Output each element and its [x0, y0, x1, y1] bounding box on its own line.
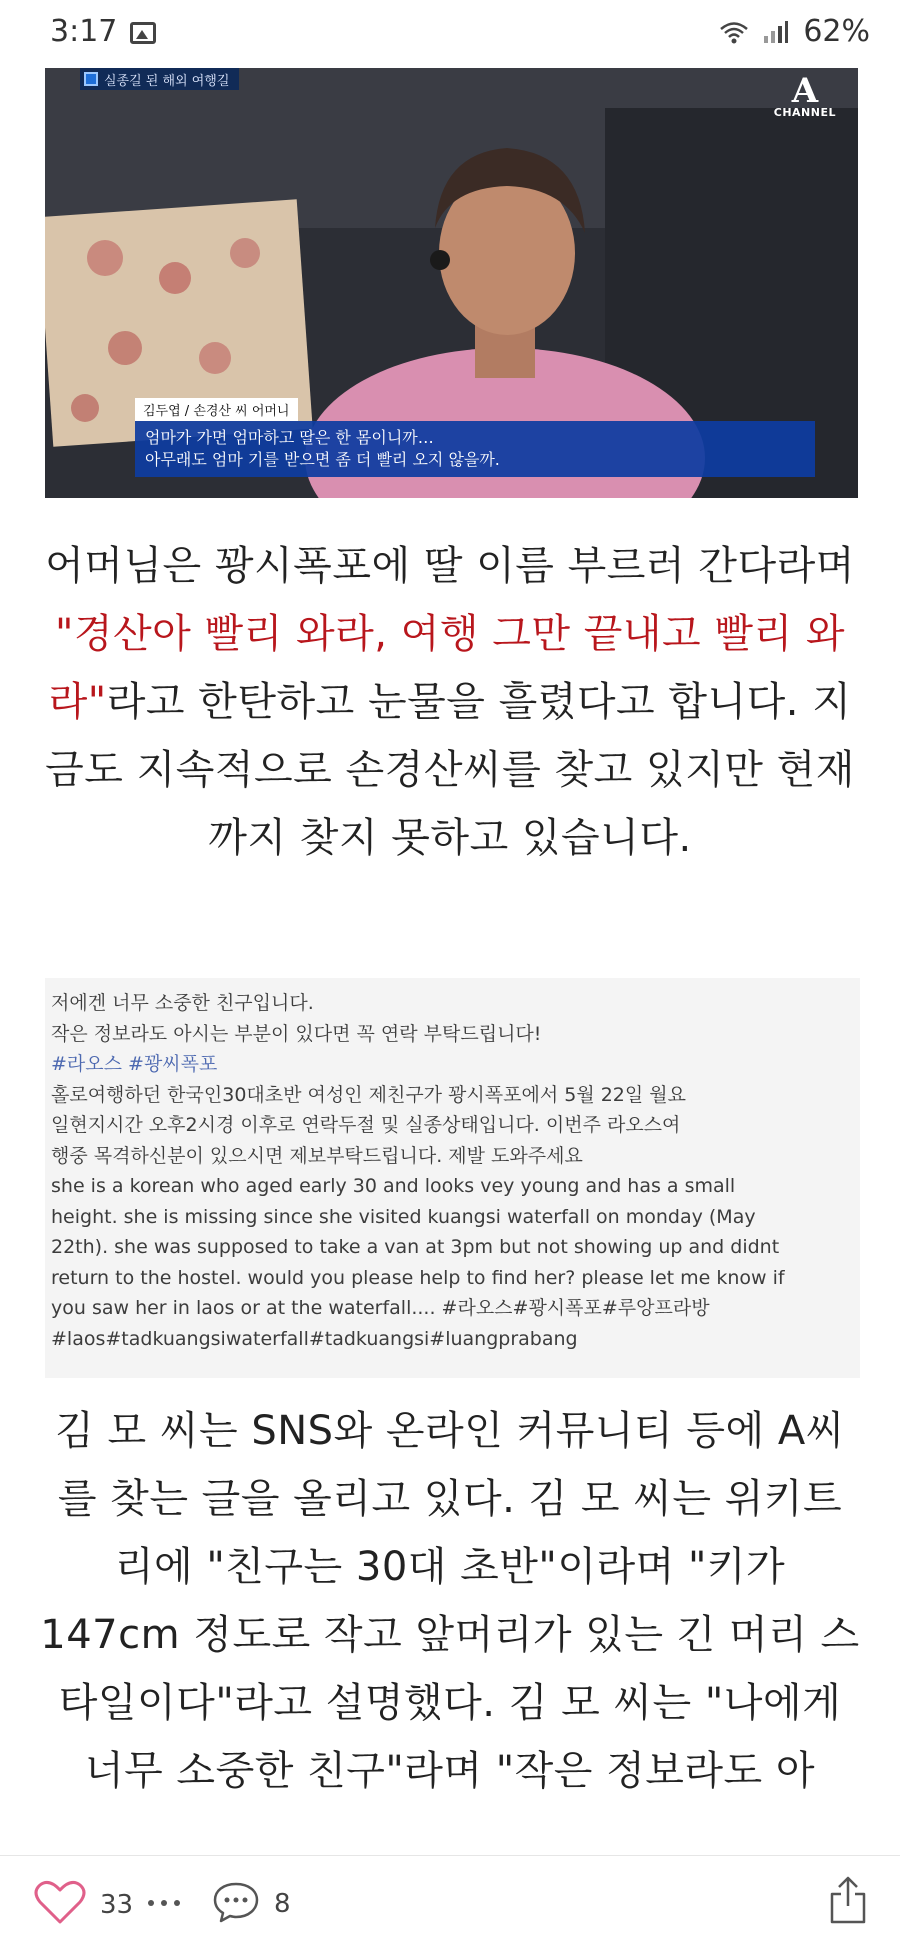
status-time: 3:17 [50, 14, 118, 49]
post-line: you saw her in laos or at the waterfall.... #라오스#꽝시폭포#루앙프라방 [51, 1297, 710, 1319]
post-line: 작은 정보라도 아시는 부분이 있다면 꼭 연락 부탁드립니다! [51, 1022, 542, 1045]
more-options-icon[interactable] [148, 1900, 180, 1906]
video-caption [135, 398, 815, 477]
channel-logo [773, 71, 836, 119]
status-bar [0, 0, 900, 70]
channel-logo-text: CHANNEL [773, 106, 836, 119]
battery-percentage: 62% [803, 14, 870, 49]
caption-line-1: 엄마가 가면 엄마하고 딸은 한 몸이니까… [145, 428, 434, 447]
caption-name-label: 김두엽 / 손경산 씨 어머니 [135, 398, 298, 421]
paragraph-text: 어머님은 꽝시폭포에 딸 이름 부르러 간다라며 [45, 543, 855, 589]
highlighted-quote: "경산아 빨리 와라, 여행 그만 끝내고 빨리 와라" [48, 611, 845, 725]
wifi-icon [719, 20, 749, 44]
article-paragraph-2 [40, 1397, 860, 1805]
post-line: #laos#tadkuangsiwaterfall#tadkuangsi#luangprabang [51, 1327, 578, 1350]
article-paragraph-1 [40, 532, 860, 872]
like-count: 33 [100, 1890, 134, 1920]
share-icon [828, 1911, 868, 1930]
comment-button[interactable] [212, 1880, 291, 1928]
status-icons [719, 14, 870, 49]
bottom-fade [0, 1800, 900, 1860]
post-line: 22th). she was supposed to take a van at 3pm but not showing up and didnt [51, 1236, 780, 1258]
caption-line-2: 아무래도 엄마 기를 받으면 좀 더 빨리 오지 않을까. [145, 450, 500, 469]
comment-bubble-icon [212, 1880, 260, 1928]
post-line: 저에겐 너무 소중한 친구입니다. [51, 992, 314, 1014]
comment-count: 8 [274, 1889, 291, 1919]
post-line: 홀로여행하던 한국인30대초반 여성인 제친구가 꽝시폭포에서 5월 22일 월요 [51, 1083, 686, 1106]
channel-logo-letter: A [791, 71, 819, 111]
signal-icon [763, 20, 789, 44]
share-button[interactable] [828, 1874, 868, 1930]
video-still [45, 68, 858, 498]
news-tag-text: 실종길 된 해외 여행길 [104, 73, 230, 89]
post-hashtags: #라오스 #꽝씨폭포 [51, 1053, 218, 1075]
tag-box-icon [84, 72, 98, 86]
bottom-action-bar [0, 1855, 900, 1951]
caption-body [135, 421, 815, 477]
like-button[interactable] [34, 1880, 133, 1930]
post-line: 일현지시간 오후2시경 이후로 연락두절 및 실종상태입니다. 이번주 라오스여 [51, 1114, 681, 1136]
image-icon [130, 22, 156, 44]
news-tag [80, 68, 239, 90]
post-line: return to the hostel. would you please help to find her? please let me know if [51, 1266, 785, 1289]
paragraph-text: 김 모 씨는 SNS와 온라인 커뮤니티 등에 A씨를 찾는 글을 올리고 있다. 김 모 씨는 위키트리에 "친구는 30대 초반"이라며 "키가 147cm 정도로 작고 앞머리가 있는 긴 머리 스타일이다"라고 설명했다. 김 모 씨는 "나에게 너무 소중한 친구"라며 "작은 정보라도 아 [40, 1408, 860, 1794]
heart-icon [34, 1880, 86, 1930]
paragraph-text: 라고 한탄하고 눈물을 흘렸다고 합니다. 지금도 지속적으로 손경산씨를 찾고 있지만 현재까지 찾지 못하고 있습니다. [45, 679, 855, 861]
post-line: height. she is missing since she visited kuangsi waterfall on monday (May [51, 1205, 756, 1228]
post-line: she is a korean who aged early 30 and looks vey young and has a small [51, 1175, 736, 1197]
social-post-screenshot [45, 978, 860, 1378]
post-line: 행중 목격하신분이 있으시면 제보부탁드립니다. 제발 도와주세요 [51, 1144, 583, 1167]
